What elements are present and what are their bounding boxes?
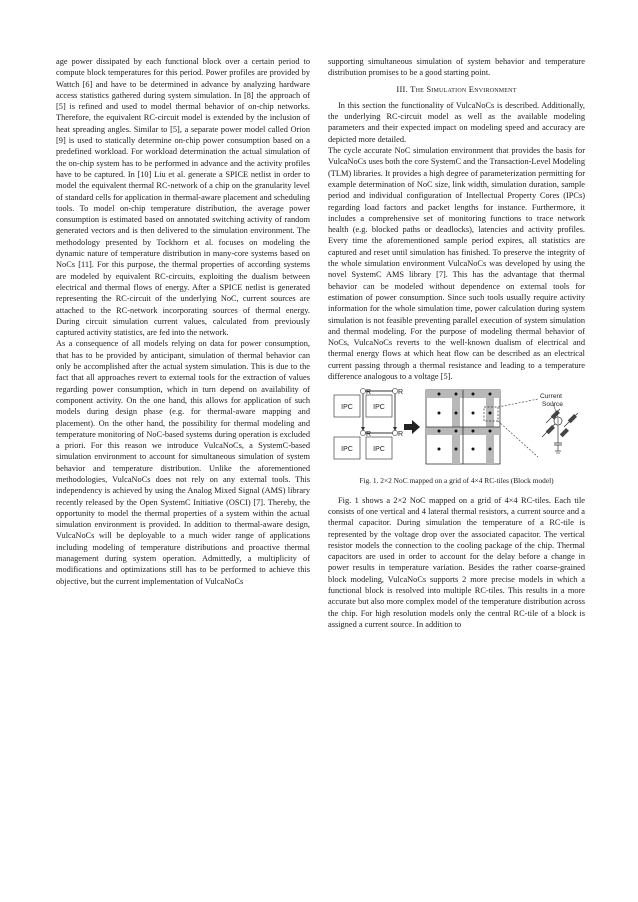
rc-tile-detail	[540, 393, 578, 453]
router-label: R	[366, 431, 372, 439]
left-column	[56, 56, 310, 587]
noc-diagram	[328, 387, 585, 473]
arrow-icon	[404, 420, 420, 434]
paragraph: age power dissipated by each functional block over a certain period to compute block temperatures for this period. Power profiles are provided by Wattch [6] and have to be determined in advance by analyzing hardware access statistics gathered during system simulation. In [8] the approach of [5] is refined and used to model thermal behavior of on-chip networks. Therefore, the equivalent RC-circuit model is extended by the inclusion of heat spreading angles. Similar to [5], a separate power model called Orion [9] is used to statically determine on-chip power consumption based on a predefined workload. For workload determination the actual simulation of the on-chip system has to be performed in advance and the activity profiles have to be captured. In [10] Liu et al. generate a SPICE netlist in order to model the equivalent thermal RC-network of a chip on the granularity level of standard cells for application in thermal-aware placement and scheduling tools. To model on-chip temperature distribution, the average power consumption is estimated based on annotated switching activity of random generated vectors and is then delivered to the simulation environment. The methodology presented by Tockhorn et al. focuses on modeling the dynamic nature of temperature distribution in many-core systems based on NoCs [11]. For this purpose, the thermal properties of according systems are modeled by equivalent RC-circuits, exploiting the dualism between electrical and thermal flows of energy. After a SPICE netlist is generated representing the RC-circuit of the underlying NoC, current sources are attached to the RC-network incorporating sources of thermal energy. During circuit simulation current values, calculated from previously captured activity statistics, are fed into the network.	[56, 57, 310, 338]
resistor-icon	[546, 425, 555, 434]
noc-2x2	[334, 389, 403, 460]
ipc-label: IPC	[341, 446, 353, 454]
paragraph: The cycle accurate NoC simulation environment that provides the basis for VulcaNoCs uses both the core SystemC and the Transaction-Level Modeling (TLM) libraries. It provides a high degree of parameterization permitting for example determination of NoC size, link width, simulation duration, sample period and individual configuration of Intellectual Property Cores (IPCs) regarding load factors and packet lengths for instance. Furthermore, it includes a comprehensive set of monitoring functions to trace network health (e.g. blocked paths or deadlocks), latencies and activity profiles. Every time the aforementioned sample period expires, all statistics are captured and reset until simulation has finished. To preserve the integrity of the whole simulation environment VulcaNoCs was developed by using the novel SystemC AMS library [7]. This has the advantage that thermal behavior can be modeled without dependence on external tools for estimation of power consumption. Since such tools usually require activity information for the whole simulation time, power calculation during system simulation is not feasible preventing parallel execution of system simulation and thermal modeling. For the purpose of modeling thermal behavior of NoCs, VulcaNoCs reverts to the well-known dualism of electrical and thermal energy flows at which heat flow can be described as an electrical current passing through a thermal resistance and leading to a temperature difference analogous to a voltage [5].	[328, 146, 585, 382]
ipc-label: IPC	[373, 446, 385, 454]
ipc-label: IPC	[373, 404, 385, 412]
figure-caption: Fig. 1. 2×2 NoC mapped on a grid of 4×4 RC-tiles (Block model)	[359, 476, 554, 486]
router-label: R	[398, 389, 404, 397]
router-label: R	[366, 389, 372, 397]
paragraph: As a consequence of all models relying on data for power consumption, that has to be provided by anticipant, simulation of thermal behavior can only be accomplished after the actual system simulation. This is due to the fact that all approaches revert to external tools for the extraction of values regarding power consumption, which in turn depend on availability of component activity. On the one hand, this allows for application of such models during design phase (e.g. for thermal-aware mapping and placement). On the other hand, the possibility for thermal modeling and temperature monitoring of NoC-based systems during operation is excluded a priori. For this reason we introduce VulcaNoCs, a SystemC-based simulation environment to account for simultaneous simulation of system behavior and temperature distribution. Unlike the aforementioned methodologies, VulcaNoCs does not rely on any external tools. This independency is achieved by using the Analog Mixed Signal (AMS) library recently released by the Open SystemC Initiative (OSCI) [7]. Thereby, the opportunity to model the thermal properties of a system within the actual simulation environment is provided. In addition to thermal-aware design, VulcaNoCs will be deployable to a much wider range of applications including modeling of temperature distributions and proactive thermal management during system operation. Admittedly, a multiplicity of modifications and optimizations still has to be performed to achieve this objective, but the current implementation of VulcaNoCs	[56, 339, 310, 586]
paragraph: In this section the functionality of VulcaNoCs is described. Additionally, the underlying RC-circuit model as well as the available modeling parameters and their expected impact on modeling speed and accuracy are depicted more detailed.	[328, 100, 585, 144]
paragraph: Fig. 1 shows a 2×2 NoC mapped on a grid of 4×4 RC-tiles. Each tile consists of one vertical and 4 lateral thermal resistors, a current source and a thermal capacitor. During simulation the temperature of a RC-tile is represented by the voltage drop over the associated capacitor. The vertical resistor models the connection to the cooling package of the chip. Thermal capacitors are used in order to account for the delay before a change in power results in temperature variation. Besides the rather coarse-grained block modeling, VulcaNoCs supports 2 more precise models in which a functional block is resolved into multiple RC-tiles. This results in a more accurate but also more complex model of the temperature distribution across the chip. For high resolution models only the central RC-tile of a block is assigned a current source. In addition to	[328, 495, 585, 629]
router-icon	[392, 431, 397, 436]
right-column	[328, 56, 585, 630]
section-heading: III. The Simulation Environment	[396, 83, 517, 94]
paragraph: supporting simultaneous simulation of system behavior and temperature distribution promises to be a good starting point.	[328, 57, 585, 78]
figure-noc-rc-grid	[328, 387, 585, 473]
resistor-icon	[560, 428, 569, 437]
router-label: R	[398, 431, 404, 439]
ipc-label: IPC	[341, 404, 353, 412]
router-icon	[392, 389, 397, 394]
current-source-label: Source	[542, 401, 563, 409]
rc-tile-grid	[426, 390, 500, 464]
router-icon	[360, 389, 365, 394]
router-icon	[360, 431, 365, 436]
current-source-label: Current	[540, 393, 562, 401]
